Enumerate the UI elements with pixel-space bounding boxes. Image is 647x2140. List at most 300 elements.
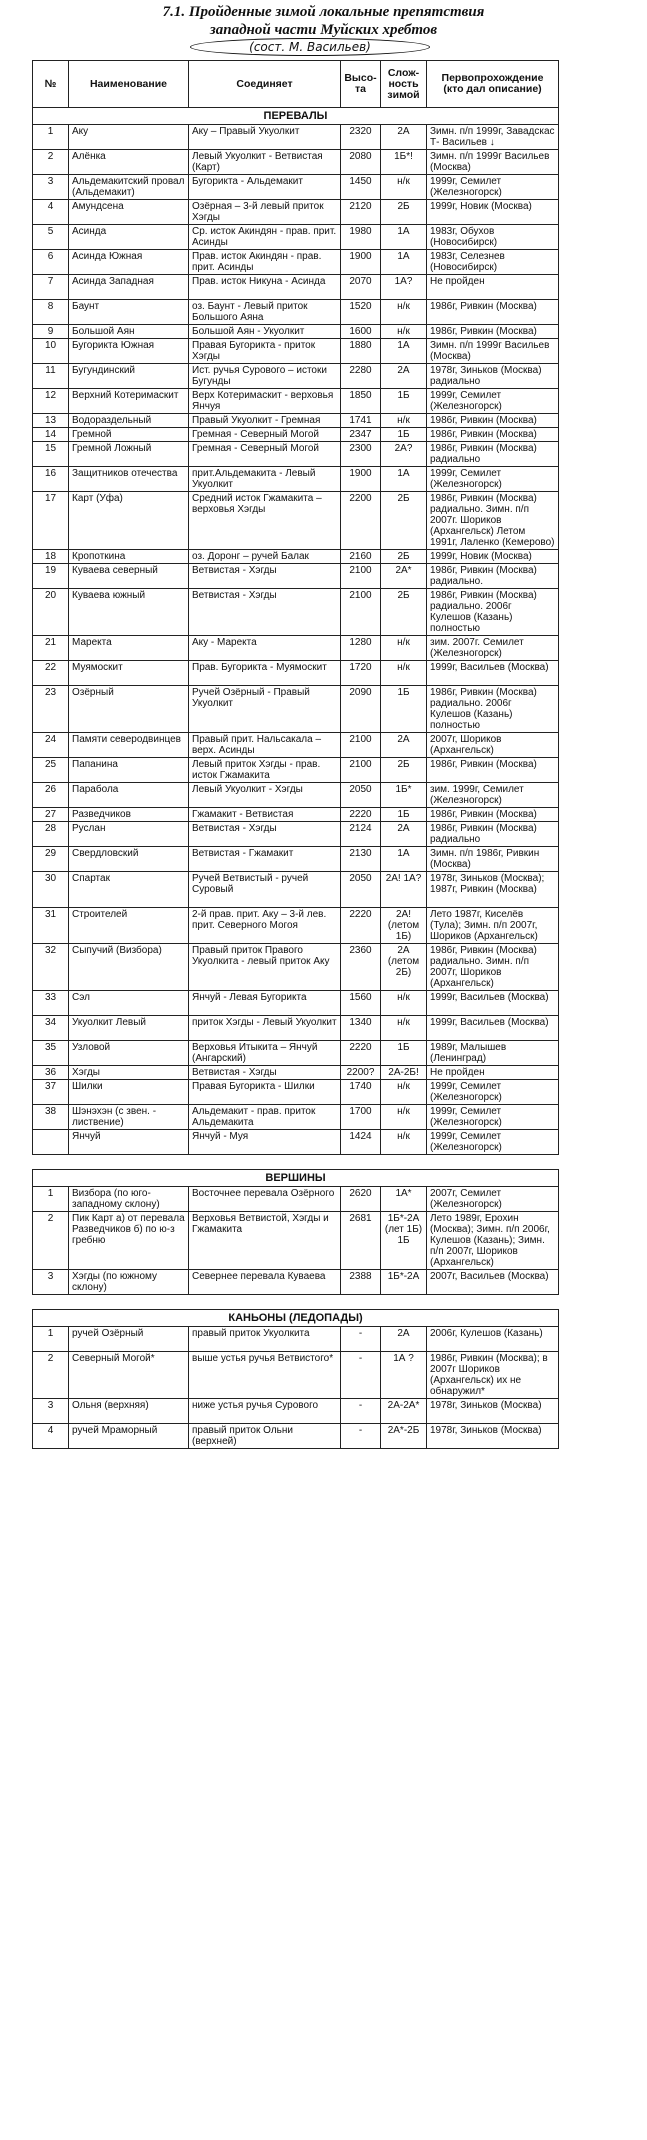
table-row	[33, 808, 559, 822]
cell-height: 1560	[341, 991, 381, 1016]
cell-number: 37	[33, 1080, 69, 1105]
cell-first-ascent: 1978г, Зиньков (Москва) радиально	[427, 364, 559, 389]
table-row	[33, 150, 559, 175]
cell-name: Строителей	[69, 908, 189, 944]
table-row	[33, 492, 559, 550]
cell-first-ascent: 1999г, Семилет (Железногорск)	[427, 1080, 559, 1105]
cell-first-ascent: 1989г, Малышев (Ленинград)	[427, 1041, 559, 1066]
cell-number: 2	[33, 150, 69, 175]
cell-name: Бугорикта Южная	[69, 339, 189, 364]
cell-height: 2360	[341, 944, 381, 991]
cell-difficulty: 1А?	[381, 275, 427, 300]
cell-difficulty: 1Б	[381, 686, 427, 733]
cell-height: 1450	[341, 175, 381, 200]
cell-height: 1520	[341, 300, 381, 325]
cell-first-ascent: 1986г, Ривкин (Москва) радиально. 2006г Кулешов (Казань) полностью	[427, 589, 559, 636]
cell-name: Укуолкит Левый	[69, 1016, 189, 1041]
table-row	[33, 550, 559, 564]
cell-connects: правый приток Ольни (верхней)	[189, 1424, 341, 1449]
cell-connects: Правый Укуолкит - Гремная	[189, 414, 341, 428]
cell-height: 2100	[341, 564, 381, 589]
cell-difficulty: н/к	[381, 1016, 427, 1041]
cell-difficulty: 2А	[381, 125, 427, 150]
cell-number: 31	[33, 908, 69, 944]
table-row	[33, 300, 559, 325]
table-canyons	[32, 1309, 559, 1449]
cell-name: Аку	[69, 125, 189, 150]
cell-height: 2300	[341, 442, 381, 467]
cell-connects: Правая Бугорикта - приток Хэгды	[189, 339, 341, 364]
cell-number: 23	[33, 686, 69, 733]
table-row	[33, 389, 559, 414]
cell-height: 2320	[341, 125, 381, 150]
cell-connects: Гремная - Северный Могой	[189, 442, 341, 467]
cell-connects: Янчуй - Муя	[189, 1130, 341, 1155]
cell-number: 6	[33, 250, 69, 275]
cell-first-ascent: Зимн. п/п 1986г, Ривкин (Москва)	[427, 847, 559, 872]
column-header: Наименование	[69, 61, 189, 108]
cell-difficulty: 2Б	[381, 758, 427, 783]
cell-connects: приток Хэгды - Левый Укуолкит	[189, 1016, 341, 1041]
cell-difficulty: н/к	[381, 325, 427, 339]
cell-first-ascent: Лето 1987г, Киселёв (Тула); Зимн. п/п 2007г, Шориков (Архангельск)	[427, 908, 559, 944]
cell-number: 36	[33, 1066, 69, 1080]
cell-number: 12	[33, 389, 69, 414]
cell-number: 13	[33, 414, 69, 428]
cell-connects: прит.Альдемакита - Левый Укуолкит	[189, 467, 341, 492]
cell-number: 22	[33, 661, 69, 686]
cell-number: 10	[33, 339, 69, 364]
table-row	[33, 364, 559, 389]
cell-connects: Ср. исток Акиндян - прав. прит. Асинды	[189, 225, 341, 250]
cell-name: Парабола	[69, 783, 189, 808]
table-row	[33, 200, 559, 225]
table-row	[33, 175, 559, 200]
cell-height: 1850	[341, 389, 381, 414]
cell-number: 15	[33, 442, 69, 467]
column-header: Слож- ность зимой	[381, 61, 427, 108]
cell-name: Муямоскит	[69, 661, 189, 686]
cell-name: Папанина	[69, 758, 189, 783]
cell-first-ascent: 1983г, Обухов (Новосибирск)	[427, 225, 559, 250]
cell-connects: Средний исток Гжамакита – верховья Хэгды	[189, 492, 341, 550]
cell-difficulty: н/к	[381, 175, 427, 200]
section-header-row	[33, 1310, 559, 1327]
table-row	[33, 908, 559, 944]
cell-connects: Ист. ручья Сурового – истоки Бугунды	[189, 364, 341, 389]
cell-first-ascent: 1986г, Ривкин (Москва) радиально. Зимн. п/п 2007г. Шориков (Архангельск) Летом 1991г, Лаленко (Кемерово)	[427, 492, 559, 550]
cell-name: ручей Мраморный	[69, 1424, 189, 1449]
cell-height: -	[341, 1327, 381, 1352]
cell-name: Алёнка	[69, 150, 189, 175]
cell-number: 1	[33, 1327, 69, 1352]
table-row	[33, 589, 559, 636]
column-header: №	[33, 61, 69, 108]
cell-difficulty: 2А	[381, 733, 427, 758]
cell-connects: Левый приток Хэгды - прав. исток Гжамакита	[189, 758, 341, 783]
cell-connects: Прав. Бугорикта - Муямоскит	[189, 661, 341, 686]
cell-height: 1424	[341, 1130, 381, 1155]
cell-height: 1340	[341, 1016, 381, 1041]
cell-name: Памяти северодвинцев	[69, 733, 189, 758]
cell-name: Верхний Котеримаскит	[69, 389, 189, 414]
table-row	[33, 275, 559, 300]
cell-difficulty: 2А?	[381, 442, 427, 467]
author-note-text: (сост. М. Васильев)	[249, 40, 371, 54]
cell-first-ascent: 1999г, Семилет (Железногорск)	[427, 467, 559, 492]
cell-height: 2220	[341, 1041, 381, 1066]
cell-connects: Левый Укуолкит - Хэгды	[189, 783, 341, 808]
cell-first-ascent: 2006г, Кулешов (Казань)	[427, 1327, 559, 1352]
table-row	[33, 758, 559, 783]
cell-connects: Севернее перевала Куваева	[189, 1270, 341, 1295]
section-title: ВЕРШИНЫ	[33, 1170, 559, 1187]
note-oval	[190, 38, 430, 56]
cell-height: 1980	[341, 225, 381, 250]
cell-name: Разведчиков	[69, 808, 189, 822]
cell-first-ascent: 1986г, Ривкин (Москва); в 2007г Шориков (Архангельск) их не обнаружил*	[427, 1352, 559, 1399]
cell-name: Шилки	[69, 1080, 189, 1105]
cell-height: 2100	[341, 733, 381, 758]
cell-first-ascent: 1983г, Селезнев (Новосибирск)	[427, 250, 559, 275]
cell-connects: Большой Аян - Укуолкит	[189, 325, 341, 339]
cell-number: 14	[33, 428, 69, 442]
table-row	[33, 339, 559, 364]
cell-difficulty: 2А-2Б!	[381, 1066, 427, 1080]
cell-connects: Бугорикта - Альдемакит	[189, 175, 341, 200]
cell-first-ascent: 2007г, Семилет (Железногорск)	[427, 1187, 559, 1212]
cell-number: 9	[33, 325, 69, 339]
cell-difficulty: н/к	[381, 414, 427, 428]
cell-number: 1	[33, 1187, 69, 1212]
cell-first-ascent: 1986г, Ривкин (Москва)	[427, 414, 559, 428]
cell-first-ascent: Зимн. п/п 1999г Васильев (Москва)	[427, 150, 559, 175]
cell-connects: Ручей Озёрный - Правый Укуолкит	[189, 686, 341, 733]
cell-difficulty: 1Б*!	[381, 150, 427, 175]
cell-connects: Альдемакит - прав. приток Альдемакита	[189, 1105, 341, 1130]
cell-height: 2280	[341, 364, 381, 389]
cell-difficulty: 1Б	[381, 428, 427, 442]
cell-connects: 2-й прав. прит. Аку – 3-й лев. прит. Северного Могоя	[189, 908, 341, 944]
cell-name: Пик Карт а) от перевала Разведчиков б) по ю-з гребню	[69, 1212, 189, 1270]
cell-difficulty: н/к	[381, 1130, 427, 1155]
section-header-row	[33, 1170, 559, 1187]
cell-height: 2120	[341, 200, 381, 225]
cell-height: 1900	[341, 250, 381, 275]
cell-number: 16	[33, 467, 69, 492]
cell-first-ascent: 1999г, Семилет (Железногорск)	[427, 175, 559, 200]
cell-first-ascent: Зимн. п/п 1999г, Завадскас Т- Васильев ↓	[427, 125, 559, 150]
cell-difficulty: 1А*	[381, 1187, 427, 1212]
cell-number: 3	[33, 1399, 69, 1424]
cell-difficulty: н/к	[381, 991, 427, 1016]
header-row	[33, 61, 559, 108]
cell-difficulty: 2Б	[381, 589, 427, 636]
cell-height: 2130	[341, 847, 381, 872]
cell-name: Защитников отечества	[69, 467, 189, 492]
cell-first-ascent: 1986г, Ривкин (Москва)	[427, 300, 559, 325]
cell-name: Куваева южный	[69, 589, 189, 636]
cell-number: 11	[33, 364, 69, 389]
cell-height: 2124	[341, 822, 381, 847]
table-row	[33, 733, 559, 758]
cell-name: Большой Аян	[69, 325, 189, 339]
cell-connects: выше устья ручья Ветвистого*	[189, 1352, 341, 1399]
cell-name: Куваева северный	[69, 564, 189, 589]
table-row	[33, 1270, 559, 1295]
cell-connects: Ветвистая - Хэгды	[189, 589, 341, 636]
table-row	[33, 1327, 559, 1352]
cell-height: 2050	[341, 783, 381, 808]
cell-first-ascent: 1999г, Семилет (Железногорск)	[427, 1105, 559, 1130]
cell-height: -	[341, 1352, 381, 1399]
cell-connects: правый приток Укуолкита	[189, 1327, 341, 1352]
cell-number: 1	[33, 125, 69, 150]
cell-connects: Верх Котеримаскит - верховья Янчуя	[189, 389, 341, 414]
cell-difficulty: 2А*	[381, 564, 427, 589]
cell-connects: Озёрная – 3-й левый приток Хэгды	[189, 200, 341, 225]
cell-difficulty: 2А	[381, 364, 427, 389]
table-row	[33, 1041, 559, 1066]
cell-first-ascent: Лето 1989г, Ерохин (Москва); Зимн. п/п 2006г, Кулешов (Казань); Зимн. п/п 2007г, Шориков (Архангельск)	[427, 1212, 559, 1270]
cell-name: Водораздельный	[69, 414, 189, 428]
cell-number: 34	[33, 1016, 69, 1041]
cell-height: 1720	[341, 661, 381, 686]
cell-name: Янчуй	[69, 1130, 189, 1155]
cell-number: 24	[33, 733, 69, 758]
table-row	[33, 1212, 559, 1270]
section-header-row	[33, 108, 559, 125]
author-note	[190, 38, 430, 56]
cell-difficulty: 2А! (летом 1Б)	[381, 908, 427, 944]
cell-connects: Левый Укуолкит - Ветвистая (Карт)	[189, 150, 341, 175]
cell-name: Гремной	[69, 428, 189, 442]
cell-difficulty: н/к	[381, 300, 427, 325]
cell-difficulty: н/к	[381, 636, 427, 661]
cell-difficulty: 2А! 1А?	[381, 872, 427, 908]
cell-connects: оз. Баунт - Левый приток Большого Аяна	[189, 300, 341, 325]
cell-name: ручей Озёрный	[69, 1327, 189, 1352]
cell-difficulty: 2А	[381, 1327, 427, 1352]
cell-number: 2	[33, 1352, 69, 1399]
cell-first-ascent: 1986г, Ривкин (Москва) радиально. Зимн. п/п 2007г, Шориков (Архангельск)	[427, 944, 559, 991]
cell-connects: Аку - Маректа	[189, 636, 341, 661]
cell-first-ascent: 1986г, Ривкин (Москва)	[427, 808, 559, 822]
column-header: Высо- та	[341, 61, 381, 108]
cell-height: 1741	[341, 414, 381, 428]
table-peaks	[32, 1169, 559, 1295]
table-row	[33, 467, 559, 492]
cell-height: 2220	[341, 808, 381, 822]
cell-height: 2100	[341, 758, 381, 783]
cell-first-ascent: 1986г, Ривкин (Москва) радиально.	[427, 564, 559, 589]
cell-first-ascent: 1978г, Зиньков (Москва); 1987г, Ривкин (Москва)	[427, 872, 559, 908]
document-title: 7.1. Пройденные зимой локальные препятствия	[162, 4, 485, 20]
cell-first-ascent: 1999г, Васильев (Москва)	[427, 661, 559, 686]
cell-first-ascent: Не пройден	[427, 275, 559, 300]
cell-number: 28	[33, 822, 69, 847]
cell-difficulty: 2А (летом 2Б)	[381, 944, 427, 991]
table-row	[33, 1187, 559, 1212]
cell-number: 27	[33, 808, 69, 822]
cell-height: 2160	[341, 550, 381, 564]
table-passes	[32, 60, 559, 1155]
cell-difficulty: 1А	[381, 467, 427, 492]
cell-name: Сыпучий (Визбора)	[69, 944, 189, 991]
table-row	[33, 1130, 559, 1155]
cell-difficulty: 1Б	[381, 1041, 427, 1066]
cell-height: -	[341, 1424, 381, 1449]
table-row	[33, 847, 559, 872]
cell-height: 2681	[341, 1212, 381, 1270]
cell-connects: Гжамакит - Ветвистая	[189, 808, 341, 822]
cell-number: 3	[33, 1270, 69, 1295]
cell-height: 2070	[341, 275, 381, 300]
cell-name: Амундсена	[69, 200, 189, 225]
cell-connects: Ветвистая - Хэгды	[189, 1066, 341, 1080]
cell-first-ascent: 1986г, Ривкин (Москва)	[427, 325, 559, 339]
cell-difficulty: 1Б*	[381, 783, 427, 808]
cell-first-ascent: зим. 1999г, Семилет (Железногорск)	[427, 783, 559, 808]
cell-difficulty: 2А-2А*	[381, 1399, 427, 1424]
cell-height: 1880	[341, 339, 381, 364]
column-header: Первопрохождение (кто дал описание)	[427, 61, 559, 108]
cell-number: 7	[33, 275, 69, 300]
cell-difficulty: 1А	[381, 847, 427, 872]
table-row	[33, 1424, 559, 1449]
cell-name: Кропоткина	[69, 550, 189, 564]
cell-name: Асинда	[69, 225, 189, 250]
cell-height: 2200?	[341, 1066, 381, 1080]
table-row	[33, 414, 559, 428]
table-row	[33, 442, 559, 467]
cell-number: 35	[33, 1041, 69, 1066]
cell-number: 4	[33, 1424, 69, 1449]
table-row	[33, 1080, 559, 1105]
cell-number: 25	[33, 758, 69, 783]
table-row	[33, 872, 559, 908]
cell-connects: Восточнее перевала Озёрного	[189, 1187, 341, 1212]
table-row	[33, 1399, 559, 1424]
cell-height: 1280	[341, 636, 381, 661]
cell-name: Северный Могой*	[69, 1352, 189, 1399]
cell-height: 2620	[341, 1187, 381, 1212]
table-row	[33, 636, 559, 661]
cell-first-ascent: 1999г, Семилет (Железногорск)	[427, 389, 559, 414]
cell-first-ascent: 2007г, Шориков (Архангельск)	[427, 733, 559, 758]
cell-height: 1700	[341, 1105, 381, 1130]
cell-difficulty: 2А*-2Б	[381, 1424, 427, 1449]
cell-difficulty: н/к	[381, 1080, 427, 1105]
cell-first-ascent: 1986г, Ривкин (Москва) радиально	[427, 442, 559, 467]
cell-number: 38	[33, 1105, 69, 1130]
cell-number: 26	[33, 783, 69, 808]
cell-name: Хэгды (по южному склону)	[69, 1270, 189, 1295]
cell-connects: Верховья Итыкита – Янчуй (Ангарский)	[189, 1041, 341, 1066]
cell-first-ascent: 1999г, Васильев (Москва)	[427, 991, 559, 1016]
cell-name: Асинда Южная	[69, 250, 189, 275]
table-row	[33, 1352, 559, 1399]
cell-name: Свердловский	[69, 847, 189, 872]
cell-height: 2090	[341, 686, 381, 733]
cell-name: Маректа	[69, 636, 189, 661]
table-row	[33, 428, 559, 442]
cell-difficulty: 1А	[381, 339, 427, 364]
cell-first-ascent: 1986г, Ривкин (Москва) радиально	[427, 822, 559, 847]
cell-difficulty: 1А ?	[381, 1352, 427, 1399]
table-row	[33, 1066, 559, 1080]
cell-name: Шэнэхэн (с звен. - листвение)	[69, 1105, 189, 1130]
cell-name: Хэгды	[69, 1066, 189, 1080]
cell-connects: Правый прит. Нальсакала – верх. Асинды	[189, 733, 341, 758]
cell-difficulty: 1Б	[381, 808, 427, 822]
cell-difficulty: 2Б	[381, 492, 427, 550]
cell-connects: Ветвистая - Хэгды	[189, 564, 341, 589]
cell-connects: Прав. исток Никуна - Асинда	[189, 275, 341, 300]
cell-number: 17	[33, 492, 69, 550]
cell-name: Бугундинский	[69, 364, 189, 389]
cell-difficulty: 2Б	[381, 200, 427, 225]
cell-connects: Правый приток Правого Укуолкита - левый приток Аку	[189, 944, 341, 991]
cell-difficulty: н/к	[381, 1105, 427, 1130]
table-row	[33, 822, 559, 847]
cell-difficulty: 1Б*-2А	[381, 1270, 427, 1295]
cell-number	[33, 1130, 69, 1155]
cell-height: 2220	[341, 908, 381, 944]
cell-number: 5	[33, 225, 69, 250]
cell-name: Альдемакитский провал (Альдемакит)	[69, 175, 189, 200]
cell-number: 3	[33, 175, 69, 200]
cell-height: 1900	[341, 467, 381, 492]
table-row	[33, 991, 559, 1016]
cell-height: 2388	[341, 1270, 381, 1295]
cell-first-ascent: 1978г, Зиньков (Москва)	[427, 1424, 559, 1449]
cell-difficulty: 2А	[381, 822, 427, 847]
table-row	[33, 1016, 559, 1041]
cell-connects: Янчуй - Левая Бугорикта	[189, 991, 341, 1016]
cell-name: Узловой	[69, 1041, 189, 1066]
cell-connects: Ветвистая - Хэгды	[189, 822, 341, 847]
table-row	[33, 564, 559, 589]
cell-connects: ниже устья ручья Сурового	[189, 1399, 341, 1424]
table-row	[33, 783, 559, 808]
table-row	[33, 250, 559, 275]
cell-height: 2080	[341, 150, 381, 175]
cell-number: 20	[33, 589, 69, 636]
cell-connects: Аку – Правый Укуолкит	[189, 125, 341, 150]
cell-difficulty: 2Б	[381, 550, 427, 564]
cell-connects: Прав. исток Акиндян - прав. прит. Асинды	[189, 250, 341, 275]
cell-height: 1600	[341, 325, 381, 339]
cell-first-ascent: 1986г, Ривкин (Москва)	[427, 758, 559, 783]
table-row	[33, 1105, 559, 1130]
document-subtitle: западной части Муйских хребтов	[209, 22, 438, 38]
cell-height: 2100	[341, 589, 381, 636]
cell-name: Спартак	[69, 872, 189, 908]
cell-height: -	[341, 1399, 381, 1424]
column-header: Соединяет	[189, 61, 341, 108]
cell-connects: Ручей Ветвистый - ручей Суровый	[189, 872, 341, 908]
table-row	[33, 125, 559, 150]
cell-number: 33	[33, 991, 69, 1016]
cell-connects: Верховья Ветвистой, Хэгды и Гжамакита	[189, 1212, 341, 1270]
cell-name: Карт (Уфа)	[69, 492, 189, 550]
cell-first-ascent: 1999г, Васильев (Москва)	[427, 1016, 559, 1041]
cell-number: 18	[33, 550, 69, 564]
table-row	[33, 686, 559, 733]
cell-height: 2050	[341, 872, 381, 908]
cell-name: Асинда Западная	[69, 275, 189, 300]
